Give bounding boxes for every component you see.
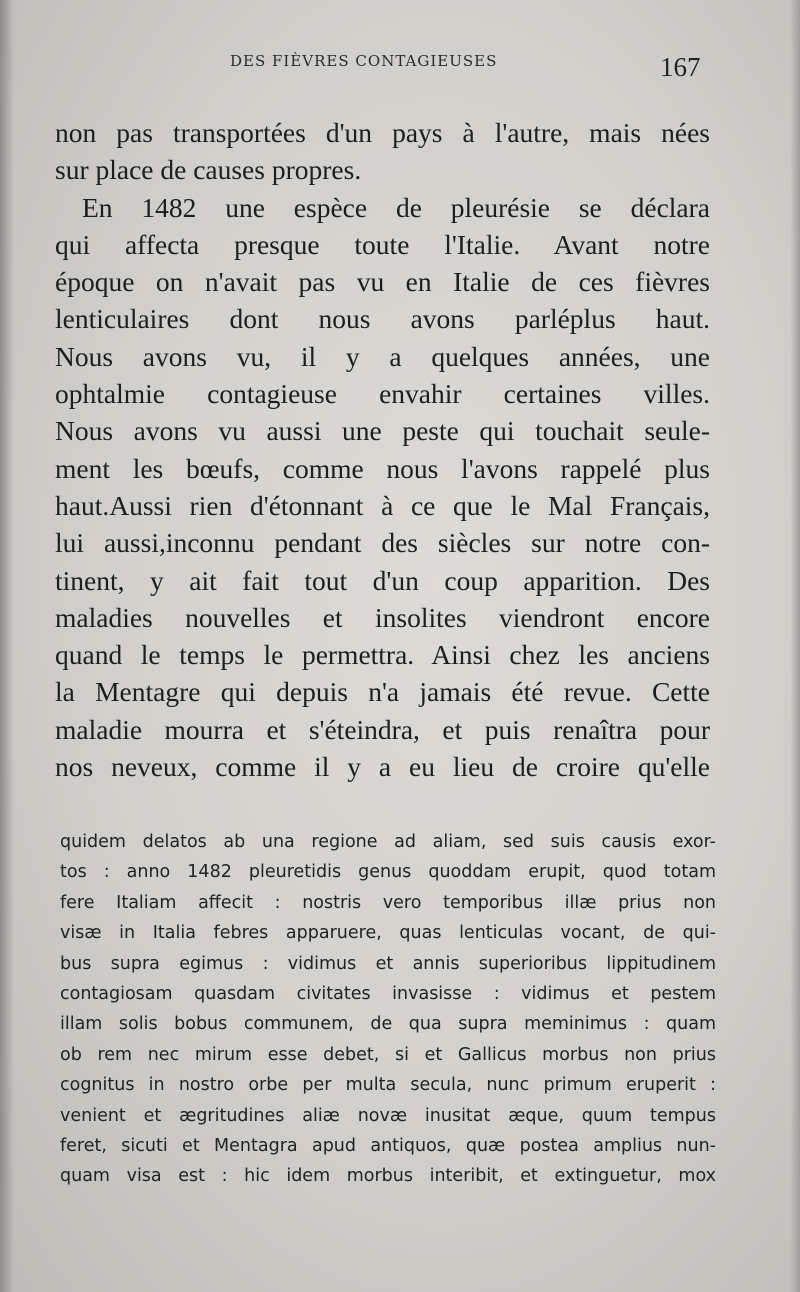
- text-line: maladie mourra et s'éteindra, et puis renaîtra pour: [55, 713, 710, 745]
- text-line: sur place de causes propres.: [55, 154, 362, 186]
- footnote-line: venient et ægritudines aliæ novæ inusitat æque, quum tempus: [60, 1105, 716, 1126]
- text-line: la Mentagre qui depuis n'a jamais été revue. Cette: [55, 676, 710, 708]
- text-line: tinent, y ait fait tout d'un coup apparition. Des: [55, 564, 710, 596]
- text-line: ophtalmie contagieuse envahir certaines villes.: [55, 378, 710, 410]
- text-line: nos neveux, comme il y a eu lieu de croire qu'elle: [55, 751, 710, 783]
- text-line: quand le temps le permettra. Ainsi chez les anciens: [55, 639, 710, 671]
- page-number: 167: [660, 52, 701, 82]
- text-line: époque on n'avait pas vu en Italie de ces fièvres: [55, 266, 710, 298]
- main-text: [55, 114, 710, 785]
- page-edge-shadow-left: [0, 0, 14, 1292]
- footnote-line: fere Italiam affecit : nostris vero temporibus illæ prius non: [60, 892, 716, 913]
- footnote-line: tos : anno 1482 pleuretidis genus quoddam erupit, quod totam: [60, 862, 716, 883]
- text-line: lenticulaires dont nous avons parléplus haut.: [55, 303, 710, 335]
- footnote-line: quidem delatos ab una regione ad aliam, sed suis causis exor-: [60, 832, 716, 852]
- text-line: Nous avons vu, il y a quelques années, une: [55, 340, 710, 372]
- footnote-line: quam visa est : hic idem morbus interibit, et extinguetur, mox: [60, 1166, 716, 1187]
- footnote-line: bus supra egimus : vidimus et annis superioribus lippitudinem: [60, 953, 716, 974]
- footnote: [60, 827, 716, 1192]
- text-line: maladies nouvelles et insolites viendront encore: [55, 601, 710, 633]
- text-line: En 1482 une espèce de pleurésie se déclara: [82, 191, 710, 223]
- text-line: ment les bœufs, comme nous l'avons rappelé plus: [55, 452, 710, 484]
- running-head: DES FIÈVRES CONTAGIEUSES: [230, 52, 498, 70]
- text-line: Nous avons vu aussi une peste qui touchait seule-: [55, 415, 710, 447]
- text-line: qui affecta presque toute l'Italie. Avant notre: [55, 228, 710, 260]
- text-line: haut.Aussi rien d'étonnant à ce que le Mal Français,: [55, 489, 710, 521]
- footnote-line: contagiosam quasdam civitates invasisse : vidimus et pestem: [60, 984, 716, 1005]
- footnote-line: illam solis bobus communem, de qua supra meminimus : quam: [60, 1014, 716, 1035]
- footnote-line: visæ in Italia febres apparuere, quas lenticulas vocant, de qui-: [60, 923, 716, 944]
- footnote-line: feret, sicuti et Mentagra apud antiquos, quæ postea amplius nun-: [60, 1136, 716, 1157]
- page-edge-shadow-right: [790, 0, 800, 1292]
- footnote-line: ob rem nec mirum esse debet, si et Gallicus morbus non prius: [60, 1044, 716, 1065]
- text-line: non pas transportées d'un pays à l'autre, mais nées: [55, 117, 710, 148]
- text-line: lui aussi,inconnu pendant des siècles sur notre con-: [55, 527, 710, 559]
- footnote-line: cognitus in nostro orbe per multa secula, nunc primum eruperit :: [60, 1075, 716, 1096]
